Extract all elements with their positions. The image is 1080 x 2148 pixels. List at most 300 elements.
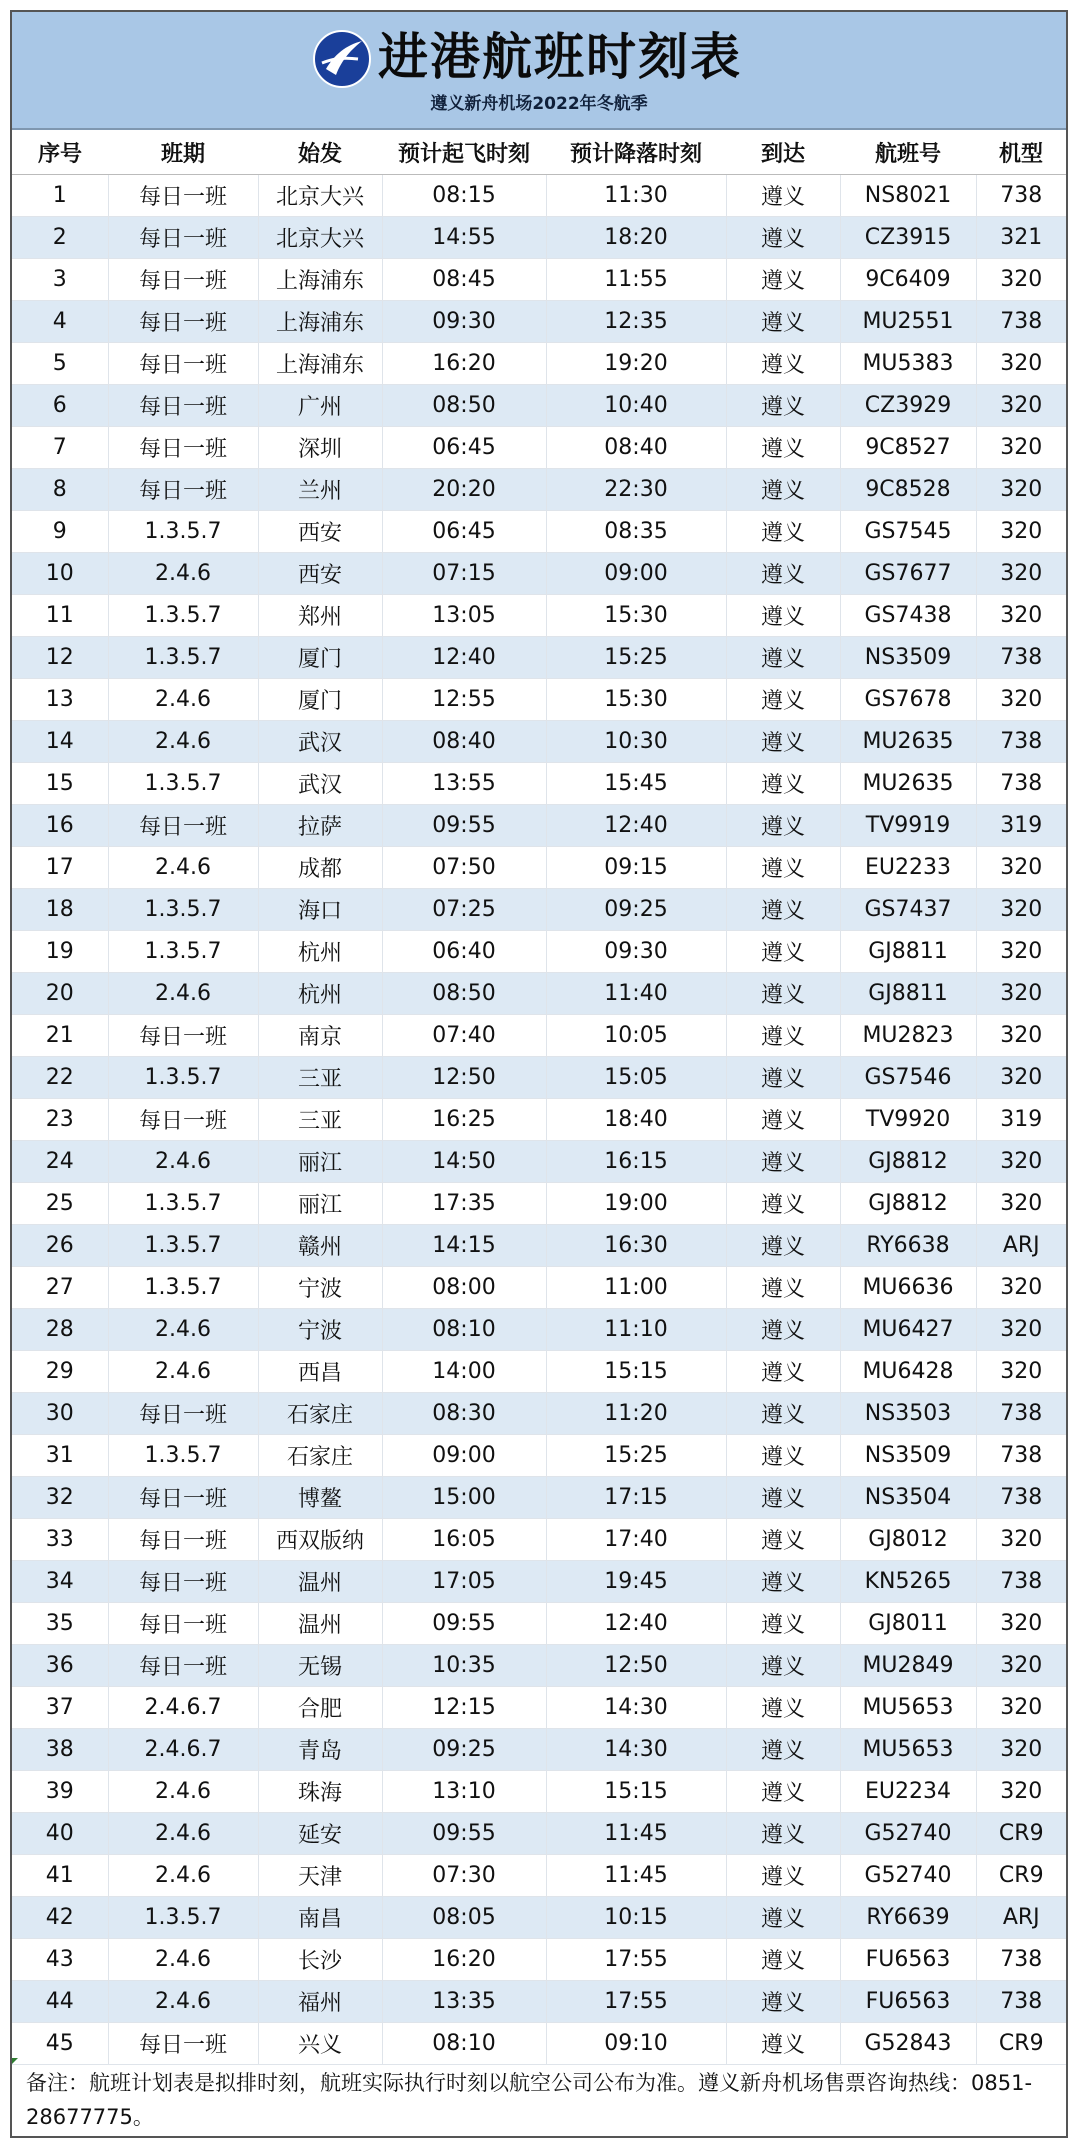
table-cell: 19 bbox=[12, 931, 108, 973]
table-cell: NS3503 bbox=[840, 1393, 976, 1435]
table-cell: 遵义 bbox=[726, 553, 840, 595]
table-cell: 09:25 bbox=[382, 1729, 546, 1771]
table-cell: NS3504 bbox=[840, 1477, 976, 1519]
table-cell: 37 bbox=[12, 1687, 108, 1729]
table-cell: 22 bbox=[12, 1057, 108, 1099]
table-cell: 上海浦东 bbox=[258, 259, 382, 301]
table-cell: 每日一班 bbox=[108, 301, 258, 343]
table-cell: FU6563 bbox=[840, 1981, 976, 2023]
table-cell: 南京 bbox=[258, 1015, 382, 1057]
table-cell: 10:15 bbox=[546, 1897, 726, 1939]
table-cell: 北京大兴 bbox=[258, 217, 382, 259]
table-row bbox=[12, 1813, 1066, 1855]
table-cell: 320 bbox=[976, 889, 1066, 931]
table-cell: 320 bbox=[976, 427, 1066, 469]
table-row bbox=[12, 1015, 1066, 1057]
table-cell: 12:40 bbox=[382, 637, 546, 679]
column-header: 到达 bbox=[726, 130, 840, 175]
table-cell: 遵义 bbox=[726, 763, 840, 805]
table-cell: 遵义 bbox=[726, 973, 840, 1015]
table-cell: 16:25 bbox=[382, 1099, 546, 1141]
table-cell: 35 bbox=[12, 1603, 108, 1645]
table-cell: CR9 bbox=[976, 1813, 1066, 1855]
table-row bbox=[12, 805, 1066, 847]
table-cell: 郑州 bbox=[258, 595, 382, 637]
table-cell: 07:15 bbox=[382, 553, 546, 595]
table-cell: 石家庄 bbox=[258, 1435, 382, 1477]
footer-note: 备注：航班计划表是拟排时刻，航班实际执行时刻以航空公司公布为准。遵义新舟机场售票咨询热线：0851-28677775。 bbox=[26, 2071, 1033, 2129]
table-cell: G52843 bbox=[840, 2023, 976, 2065]
table-cell: 遵义 bbox=[726, 1519, 840, 1561]
table-cell: 深圳 bbox=[258, 427, 382, 469]
table-cell: 8 bbox=[12, 469, 108, 511]
table-cell: 13:35 bbox=[382, 1981, 546, 2023]
table-cell: MU6428 bbox=[840, 1351, 976, 1393]
table-row bbox=[12, 1519, 1066, 1561]
table-cell: 18:40 bbox=[546, 1099, 726, 1141]
table-cell: 320 bbox=[976, 343, 1066, 385]
table-cell: 每日一班 bbox=[108, 1477, 258, 1519]
table-cell: 遵义 bbox=[726, 847, 840, 889]
table-cell: EU2234 bbox=[840, 1771, 976, 1813]
table-cell: 无锡 bbox=[258, 1645, 382, 1687]
table-cell: 2.4.6 bbox=[108, 553, 258, 595]
table-cell: 10 bbox=[12, 553, 108, 595]
table-cell: 1.3.5.7 bbox=[108, 1057, 258, 1099]
table-cell: 2.4.6 bbox=[108, 1855, 258, 1897]
table-cell: 08:05 bbox=[382, 1897, 546, 1939]
table-cell: 每日一班 bbox=[108, 1645, 258, 1687]
table-row bbox=[12, 1099, 1066, 1141]
table-cell: 43 bbox=[12, 1939, 108, 1981]
table-cell: 海口 bbox=[258, 889, 382, 931]
table-row bbox=[12, 259, 1066, 301]
table-cell: NS3509 bbox=[840, 1435, 976, 1477]
table-cell: 44 bbox=[12, 1981, 108, 2023]
table-cell: GS7437 bbox=[840, 889, 976, 931]
table-row bbox=[12, 217, 1066, 259]
table-row bbox=[12, 721, 1066, 763]
table-cell: 08:35 bbox=[546, 511, 726, 553]
table-row bbox=[12, 1939, 1066, 1981]
table-cell: 福州 bbox=[258, 1981, 382, 2023]
table-cell: 12:50 bbox=[546, 1645, 726, 1687]
table-cell: 15:25 bbox=[546, 637, 726, 679]
table-row bbox=[12, 343, 1066, 385]
table-cell: 15:15 bbox=[546, 1771, 726, 1813]
table-cell: MU6427 bbox=[840, 1309, 976, 1351]
table-cell: 1.3.5.7 bbox=[108, 1897, 258, 1939]
table-cell: 温州 bbox=[258, 1603, 382, 1645]
table-row bbox=[12, 427, 1066, 469]
table-cell: 西安 bbox=[258, 511, 382, 553]
column-header: 序号 bbox=[12, 130, 108, 175]
table-cell: 南昌 bbox=[258, 1897, 382, 1939]
table-cell: 27 bbox=[12, 1267, 108, 1309]
table-cell: 2.4.6 bbox=[108, 721, 258, 763]
table-cell: 08:50 bbox=[382, 385, 546, 427]
table-cell: 2.4.6 bbox=[108, 679, 258, 721]
table-cell: 遵义 bbox=[726, 2023, 840, 2065]
table-cell: 17 bbox=[12, 847, 108, 889]
table-cell: 长沙 bbox=[258, 1939, 382, 1981]
table-cell: 14:30 bbox=[546, 1729, 726, 1771]
table-cell: 09:25 bbox=[546, 889, 726, 931]
table-cell: 遵义 bbox=[726, 1897, 840, 1939]
table-cell: 738 bbox=[976, 1939, 1066, 1981]
table-cell: 合肥 bbox=[258, 1687, 382, 1729]
table-cell: 每日一班 bbox=[108, 1519, 258, 1561]
table-cell: 738 bbox=[976, 1981, 1066, 2023]
table-cell: KN5265 bbox=[840, 1561, 976, 1603]
table-cell: 广州 bbox=[258, 385, 382, 427]
table-cell: 10:35 bbox=[382, 1645, 546, 1687]
table-cell: 30 bbox=[12, 1393, 108, 1435]
table-cell: EU2233 bbox=[840, 847, 976, 889]
table-cell: 兴义 bbox=[258, 2023, 382, 2065]
table-cell: 320 bbox=[976, 1141, 1066, 1183]
table-cell: 遵义 bbox=[726, 343, 840, 385]
table-cell: 08:45 bbox=[382, 259, 546, 301]
table-cell: 738 bbox=[976, 1561, 1066, 1603]
table-cell: 遵义 bbox=[726, 1813, 840, 1855]
table-cell: GJ8811 bbox=[840, 973, 976, 1015]
table-cell: 14:00 bbox=[382, 1351, 546, 1393]
table-cell: 遵义 bbox=[726, 1855, 840, 1897]
table-cell: 遵义 bbox=[726, 1393, 840, 1435]
table-cell: GJ8812 bbox=[840, 1141, 976, 1183]
table-cell: 11 bbox=[12, 595, 108, 637]
table-cell: 上海浦东 bbox=[258, 343, 382, 385]
table-cell: 厦门 bbox=[258, 637, 382, 679]
table-row bbox=[12, 1561, 1066, 1603]
table-cell: 738 bbox=[976, 1477, 1066, 1519]
airport-logo-icon bbox=[312, 29, 372, 89]
table-cell: 西双版纳 bbox=[258, 1519, 382, 1561]
table-cell: 博鳌 bbox=[258, 1477, 382, 1519]
table-cell: 1.3.5.7 bbox=[108, 931, 258, 973]
table-cell: 遵义 bbox=[726, 1015, 840, 1057]
table-cell: GS7438 bbox=[840, 595, 976, 637]
column-header: 预计起飞时刻 bbox=[382, 130, 546, 175]
note-corner-marker bbox=[12, 2058, 18, 2064]
table-cell: 738 bbox=[976, 637, 1066, 679]
table-cell: 遵义 bbox=[726, 1729, 840, 1771]
table-cell: 17:55 bbox=[546, 1939, 726, 1981]
table-cell: 上海浦东 bbox=[258, 301, 382, 343]
table-cell: G52740 bbox=[840, 1813, 976, 1855]
table-row bbox=[12, 1309, 1066, 1351]
table-cell: TV9919 bbox=[840, 805, 976, 847]
table-cell: 28 bbox=[12, 1309, 108, 1351]
table-cell: 17:35 bbox=[382, 1183, 546, 1225]
table-cell: 每日一班 bbox=[108, 1393, 258, 1435]
table-cell: 39 bbox=[12, 1771, 108, 1813]
table-cell: 遵义 bbox=[726, 889, 840, 931]
table-cell: TV9920 bbox=[840, 1099, 976, 1141]
table-cell: 32 bbox=[12, 1477, 108, 1519]
table-cell: 武汉 bbox=[258, 763, 382, 805]
table-cell: 1.3.5.7 bbox=[108, 637, 258, 679]
table-cell: 19:20 bbox=[546, 343, 726, 385]
table-cell: 遵义 bbox=[726, 1939, 840, 1981]
table-row bbox=[12, 2023, 1066, 2065]
table-cell: 14:15 bbox=[382, 1225, 546, 1267]
table-cell: 2.4.6 bbox=[108, 973, 258, 1015]
table-cell: 厦门 bbox=[258, 679, 382, 721]
table-cell: 15:25 bbox=[546, 1435, 726, 1477]
table-cell: 738 bbox=[976, 763, 1066, 805]
table-cell: 11:55 bbox=[546, 259, 726, 301]
table-cell: 13 bbox=[12, 679, 108, 721]
table-cell: 15:15 bbox=[546, 1351, 726, 1393]
table-cell: 738 bbox=[976, 175, 1066, 217]
table-cell: 12:50 bbox=[382, 1057, 546, 1099]
table-cell: 丽江 bbox=[258, 1183, 382, 1225]
table-cell: 08:10 bbox=[382, 2023, 546, 2065]
column-header: 航班号 bbox=[840, 130, 976, 175]
table-cell: 2.4.6 bbox=[108, 1351, 258, 1393]
table-cell: 738 bbox=[976, 1393, 1066, 1435]
table-cell: 12 bbox=[12, 637, 108, 679]
table-cell: 320 bbox=[976, 973, 1066, 1015]
table-cell: 遵义 bbox=[726, 427, 840, 469]
table-cell: 遵义 bbox=[726, 1561, 840, 1603]
table-row bbox=[12, 1477, 1066, 1519]
table-cell: 每日一班 bbox=[108, 175, 258, 217]
table-cell: 1.3.5.7 bbox=[108, 1267, 258, 1309]
table-cell: GJ8012 bbox=[840, 1519, 976, 1561]
table-cell: 320 bbox=[976, 385, 1066, 427]
table-cell: 16:20 bbox=[382, 1939, 546, 1981]
table-cell: 2.4.6 bbox=[108, 1939, 258, 1981]
table-row bbox=[12, 847, 1066, 889]
table-cell: 320 bbox=[976, 1015, 1066, 1057]
table-cell: 遵义 bbox=[726, 1981, 840, 2023]
table-cell: 2.4.6.7 bbox=[108, 1687, 258, 1729]
table-cell: 1.3.5.7 bbox=[108, 511, 258, 553]
table-cell: 16:05 bbox=[382, 1519, 546, 1561]
table-cell: 20:20 bbox=[382, 469, 546, 511]
table-cell: MU2849 bbox=[840, 1645, 976, 1687]
table-cell: RY6638 bbox=[840, 1225, 976, 1267]
table-cell: 11:45 bbox=[546, 1855, 726, 1897]
table-cell: 15:05 bbox=[546, 1057, 726, 1099]
table-cell: 宁波 bbox=[258, 1267, 382, 1309]
table-row bbox=[12, 931, 1066, 973]
table-cell: 31 bbox=[12, 1435, 108, 1477]
table-cell: 08:10 bbox=[382, 1309, 546, 1351]
table-cell: 12:40 bbox=[546, 805, 726, 847]
table-cell: 320 bbox=[976, 1183, 1066, 1225]
table-cell: 遵义 bbox=[726, 1309, 840, 1351]
table-cell: 杭州 bbox=[258, 931, 382, 973]
table-cell: 19:45 bbox=[546, 1561, 726, 1603]
table-cell: GS7677 bbox=[840, 553, 976, 595]
table-row bbox=[12, 511, 1066, 553]
table-cell: 320 bbox=[976, 469, 1066, 511]
table-cell: 4 bbox=[12, 301, 108, 343]
table-cell: GJ8812 bbox=[840, 1183, 976, 1225]
table-cell: 319 bbox=[976, 1099, 1066, 1141]
page-title: 进港航班时刻表 bbox=[378, 28, 742, 86]
table-cell: 08:40 bbox=[546, 427, 726, 469]
table-cell: 石家庄 bbox=[258, 1393, 382, 1435]
table-cell: 遵义 bbox=[726, 931, 840, 973]
table-cell: 09:00 bbox=[546, 553, 726, 595]
table-cell: 34 bbox=[12, 1561, 108, 1603]
table-cell: 15:30 bbox=[546, 595, 726, 637]
table-cell: 12:15 bbox=[382, 1687, 546, 1729]
table-cell: 07:40 bbox=[382, 1015, 546, 1057]
table-cell: 09:15 bbox=[546, 847, 726, 889]
table-cell: 320 bbox=[976, 1729, 1066, 1771]
table-cell: 06:45 bbox=[382, 511, 546, 553]
table-cell: 每日一班 bbox=[108, 1099, 258, 1141]
table-cell: 12:40 bbox=[546, 1603, 726, 1645]
table-cell: ARJ bbox=[976, 1225, 1066, 1267]
table-cell: 16 bbox=[12, 805, 108, 847]
table-row bbox=[12, 679, 1066, 721]
table-cell: 19:00 bbox=[546, 1183, 726, 1225]
table-row bbox=[12, 1057, 1066, 1099]
table-cell: 09:55 bbox=[382, 805, 546, 847]
table-cell: 22:30 bbox=[546, 469, 726, 511]
table-cell: 12:35 bbox=[546, 301, 726, 343]
table-cell: 14:30 bbox=[546, 1687, 726, 1729]
table-cell: 丽江 bbox=[258, 1141, 382, 1183]
table-cell: 14 bbox=[12, 721, 108, 763]
table-cell: 西安 bbox=[258, 553, 382, 595]
table-cell: 每日一班 bbox=[108, 469, 258, 511]
table-cell: 每日一班 bbox=[108, 1561, 258, 1603]
table-cell: MU2635 bbox=[840, 763, 976, 805]
table-row bbox=[12, 1897, 1066, 1939]
table-cell: NS8021 bbox=[840, 175, 976, 217]
table-cell: 738 bbox=[976, 301, 1066, 343]
table-cell: 2.4.6 bbox=[108, 1981, 258, 2023]
table-cell: 09:30 bbox=[382, 301, 546, 343]
table-row bbox=[12, 469, 1066, 511]
table-cell: 遵义 bbox=[726, 1141, 840, 1183]
table-cell: 遵义 bbox=[726, 595, 840, 637]
table-cell: 17:55 bbox=[546, 1981, 726, 2023]
table-cell: 320 bbox=[976, 1057, 1066, 1099]
table-cell: 320 bbox=[976, 1267, 1066, 1309]
table-cell: 天津 bbox=[258, 1855, 382, 1897]
table-cell: CR9 bbox=[976, 1855, 1066, 1897]
table-cell: 9C8528 bbox=[840, 469, 976, 511]
header bbox=[12, 12, 1066, 130]
table-cell: 319 bbox=[976, 805, 1066, 847]
table-cell: 09:10 bbox=[546, 2023, 726, 2065]
timetable-frame bbox=[10, 10, 1068, 2138]
table-cell: 遵义 bbox=[726, 679, 840, 721]
table-row bbox=[12, 1771, 1066, 1813]
table-cell: 320 bbox=[976, 931, 1066, 973]
table-row bbox=[12, 175, 1066, 217]
table-cell: 320 bbox=[976, 1603, 1066, 1645]
table-cell: 11:10 bbox=[546, 1309, 726, 1351]
table-cell: 320 bbox=[976, 847, 1066, 889]
table-cell: GS7545 bbox=[840, 511, 976, 553]
table-cell: 11:30 bbox=[546, 175, 726, 217]
table-cell: 320 bbox=[976, 1687, 1066, 1729]
table-cell: 09:55 bbox=[382, 1813, 546, 1855]
table-cell: 42 bbox=[12, 1897, 108, 1939]
table-cell: CZ3915 bbox=[840, 217, 976, 259]
table-cell: 09:30 bbox=[546, 931, 726, 973]
table-cell: 21 bbox=[12, 1015, 108, 1057]
table-cell: 320 bbox=[976, 511, 1066, 553]
table-row bbox=[12, 1141, 1066, 1183]
table-cell: 11:40 bbox=[546, 973, 726, 1015]
table-cell: 温州 bbox=[258, 1561, 382, 1603]
table-cell: 12:55 bbox=[382, 679, 546, 721]
table-cell: 1 bbox=[12, 175, 108, 217]
table-cell: 1.3.5.7 bbox=[108, 595, 258, 637]
table-cell: 08:50 bbox=[382, 973, 546, 1015]
table-cell: 青岛 bbox=[258, 1729, 382, 1771]
table-cell: 9C8527 bbox=[840, 427, 976, 469]
table-cell: 1.3.5.7 bbox=[108, 1183, 258, 1225]
table-cell: 遵义 bbox=[726, 1645, 840, 1687]
table-cell: 33 bbox=[12, 1519, 108, 1561]
table-cell: 17:15 bbox=[546, 1477, 726, 1519]
table-cell: 11:20 bbox=[546, 1393, 726, 1435]
table-cell: 08:40 bbox=[382, 721, 546, 763]
table-cell: 遵义 bbox=[726, 175, 840, 217]
table-cell: 320 bbox=[976, 1309, 1066, 1351]
table-cell: 遵义 bbox=[726, 1771, 840, 1813]
table-cell: 兰州 bbox=[258, 469, 382, 511]
table-cell: 遵义 bbox=[726, 1099, 840, 1141]
table-cell: 2.4.6 bbox=[108, 1309, 258, 1351]
table-row bbox=[12, 889, 1066, 931]
column-header: 始发 bbox=[258, 130, 382, 175]
table-body bbox=[12, 175, 1066, 2065]
table-cell: 武汉 bbox=[258, 721, 382, 763]
table-row bbox=[12, 385, 1066, 427]
column-header: 班期 bbox=[108, 130, 258, 175]
table-cell: MU5653 bbox=[840, 1687, 976, 1729]
table-cell: 遵义 bbox=[726, 1477, 840, 1519]
table-cell: 宁波 bbox=[258, 1309, 382, 1351]
table-row bbox=[12, 973, 1066, 1015]
table-cell: 738 bbox=[976, 721, 1066, 763]
table-cell: 15:45 bbox=[546, 763, 726, 805]
table-cell: 拉萨 bbox=[258, 805, 382, 847]
table-cell: 遵义 bbox=[726, 1603, 840, 1645]
table-cell: 06:40 bbox=[382, 931, 546, 973]
table-cell: 15:00 bbox=[382, 1477, 546, 1519]
table-cell: MU2823 bbox=[840, 1015, 976, 1057]
table-cell: 45 bbox=[12, 2023, 108, 2065]
table-cell: GS7546 bbox=[840, 1057, 976, 1099]
table-cell: 遵义 bbox=[726, 217, 840, 259]
table-cell: ARJ bbox=[976, 1897, 1066, 1939]
table-cell: 24 bbox=[12, 1141, 108, 1183]
table-cell: 14:50 bbox=[382, 1141, 546, 1183]
table-cell: 每日一班 bbox=[108, 385, 258, 427]
table-cell: 320 bbox=[976, 1771, 1066, 1813]
table-cell: 17:05 bbox=[382, 1561, 546, 1603]
table-cell: 07:50 bbox=[382, 847, 546, 889]
table-cell: 13:55 bbox=[382, 763, 546, 805]
table-cell: 18 bbox=[12, 889, 108, 931]
table-row bbox=[12, 1729, 1066, 1771]
table-cell: 38 bbox=[12, 1729, 108, 1771]
